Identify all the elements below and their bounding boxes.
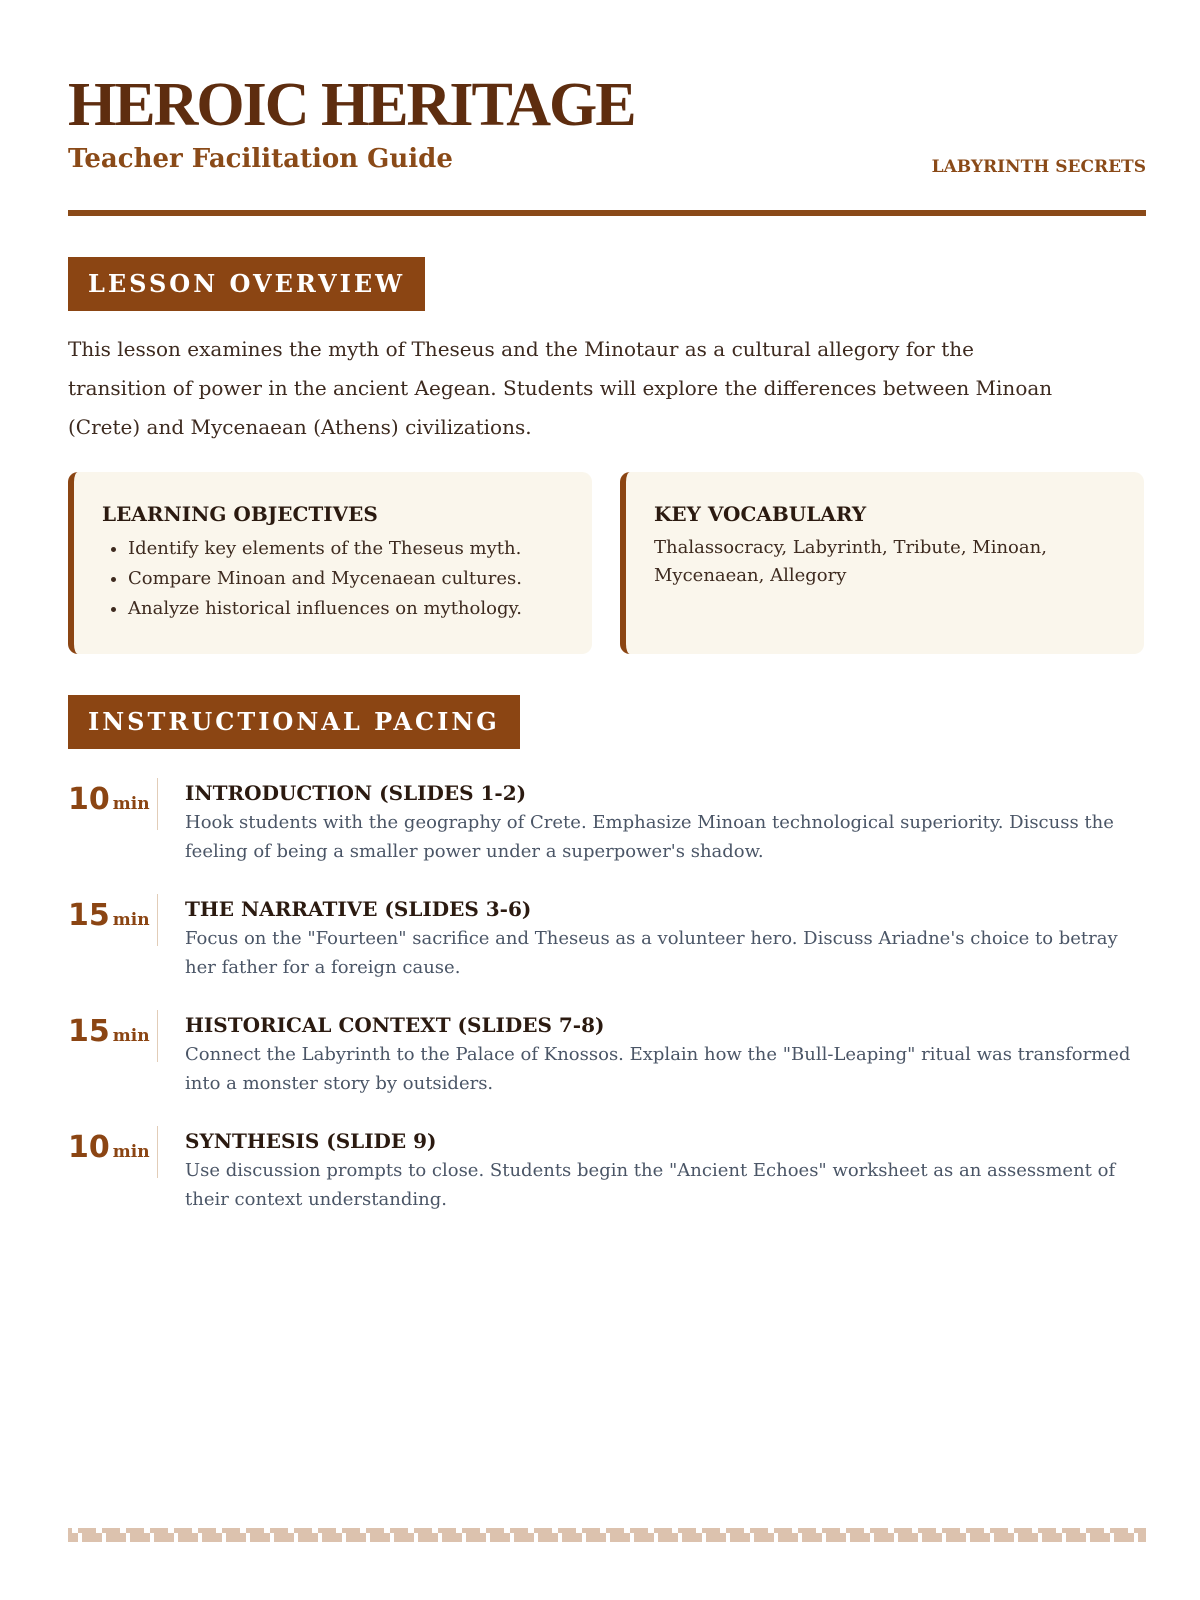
pacing-minutes: 10 [68,782,110,817]
unit-tag: LABYRINTH SECRETS [931,157,1146,177]
pacing-unit: min [112,794,150,814]
greek-key-border [68,1528,1146,1542]
key-vocabulary-text: Thalassocracy, Labyrinth, Tribute, Minoan, Mycenaean, Allegory [654,537,1047,586]
objective-item: • Compare Minoan and Mycenaean cultures. [128,564,592,594]
lesson-overview-heading: LESSON OVERVIEW [68,257,425,311]
teacher-guide-page [68,0,1146,1600]
pacing-content [185,894,1146,982]
pacing-description: Hook students with the geography of Crete. Emphasize Minoan technological superiority. Discuss the feeling of being a smaller power under a superpower's shadow. [185,812,1114,862]
pacing-title: THE NARRATIVE (SLIDES 3-6) [185,897,532,921]
objective-item: • Identify key elements of the Theseus myth. [128,534,592,564]
pacing-unit: min [112,910,150,930]
pacing-duration [68,1012,150,1052]
pacing-divider [157,1126,158,1178]
pacing-item [68,894,1146,1010]
pacing-content [185,778,1146,866]
pacing-description: Use discussion prompts to close. Students begin the "Ancient Echoes" worksheet as an assessment of their context understanding. [185,1160,1116,1210]
key-vocabulary-card [620,472,1144,654]
learning-objectives-heading: LEARNING OBJECTIVES [102,502,378,526]
learning-objectives-card [68,472,592,654]
pacing-title: INTRODUCTION (SLIDES 1-2) [185,781,527,805]
header-divider [68,210,1146,216]
pacing-minutes: 15 [68,898,110,933]
pacing-minutes: 10 [68,1130,110,1165]
page-title: HEROIC HERITAGE [68,71,635,139]
instructional-pacing-heading: INSTRUCTIONAL PACING [68,695,520,749]
pacing-item [68,1010,1146,1126]
pacing-divider [157,1010,158,1062]
pacing-duration [68,896,150,936]
pacing-divider [157,894,158,946]
pacing-content [185,1126,1146,1214]
page-subtitle: Teacher Facilitation Guide [68,144,453,174]
pacing-divider [157,778,158,830]
pacing-description: Focus on the "Fourteen" sacrifice and Theseus as a volunteer hero. Discuss Ariadne's choice to betray her father for a foreign cause. [185,928,1118,978]
pacing-duration [68,780,150,820]
lesson-overview-text: This lesson examines the myth of Theseus and the Minotaur as a cultural allegory for the transition of power in the ancient Aegean. Students will explore the differences between Minoan (Crete) and Mycenaean (Athens) civilizations. [68,337,1053,439]
pacing-minutes: 15 [68,1014,110,1049]
pacing-item [68,1126,1146,1242]
pacing-unit: min [112,1026,150,1046]
pacing-title: SYNTHESIS (SLIDE 9) [185,1129,437,1153]
key-vocabulary-heading: KEY VOCABULARY [654,502,867,526]
pacing-content [185,1010,1146,1098]
objective-item: • Analyze historical influences on mythology. [128,594,592,624]
pacing-item [68,778,1146,894]
pacing-unit: min [112,1142,150,1162]
learning-objectives-list [102,534,592,624]
pacing-description: Connect the Labyrinth to the Palace of Knossos. Explain how the "Bull-Leaping" ritual was transformed into a monster story by outsiders. [185,1044,1131,1094]
pacing-duration [68,1128,150,1168]
pacing-list [68,778,1146,1242]
pacing-title: HISTORICAL CONTEXT (SLIDES 7-8) [185,1013,605,1037]
page-header [68,70,1146,216]
